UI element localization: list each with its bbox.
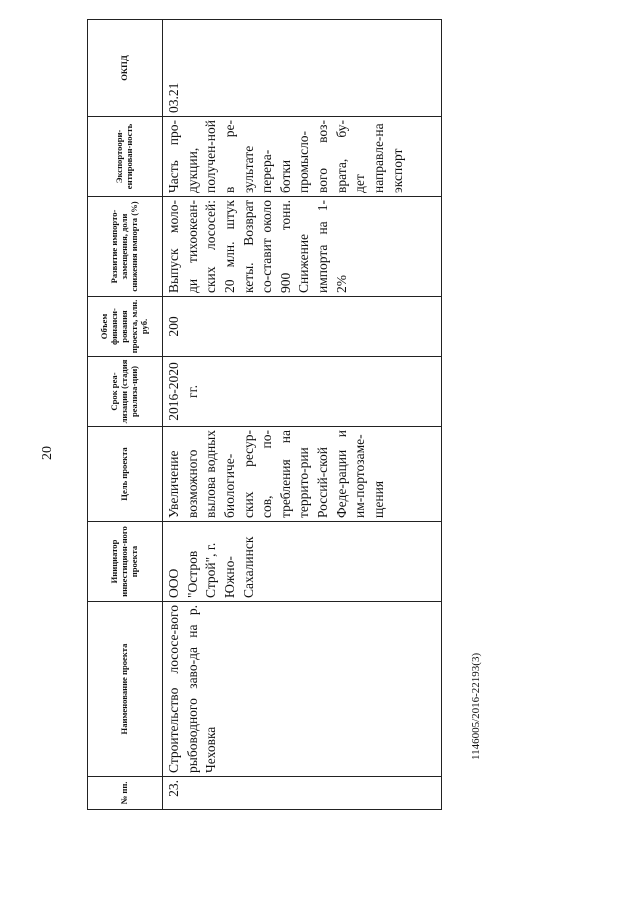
- document-code: 1146005/2016-22193(3): [470, 652, 482, 760]
- cell-term: 2016-2020 гг.: [163, 357, 442, 427]
- header-volume: Объем финанси-рования проекта, млн. руб.: [88, 297, 163, 357]
- cell-initiator: ООО "Остров Строй", г. Южно-Сахалинск: [163, 522, 442, 602]
- header-name: Наименование проекта: [88, 602, 163, 777]
- investment-projects-table: [87, 19, 442, 810]
- cell-goal: Увеличение возможного вылова водных биологиче-ских ресур-сов, по-требления на террито-рии Россий-ской Феде-рации и им-портозаме-щения: [163, 427, 442, 522]
- page-number: 20: [40, 446, 55, 460]
- cell-volume: 200: [163, 297, 442, 357]
- cell-name: Строительство лососе-вого рыбоводного заво-да на р. Чеховка: [163, 602, 442, 777]
- header-okpd: ОКПД: [88, 20, 163, 117]
- header-export: Экспортоори-ентирован-ность: [88, 117, 163, 197]
- table-header-row: [88, 20, 163, 810]
- header-import: Развитие импорто-замещения, доли снижения импорта (%): [88, 197, 163, 297]
- cell-num: 23.: [163, 777, 442, 810]
- header-goal: Цель проекта: [88, 427, 163, 522]
- header-term: Срок реа-лизации (стадия реализа-ции): [88, 357, 163, 427]
- header-initiator: Инициатор инвестицион-ного проекта: [88, 522, 163, 602]
- rotated-table-container: [87, 20, 442, 810]
- table-row: [163, 20, 442, 810]
- cell-export: Часть про-дукции, получен-ной в ре-зультате перера-ботки промысло-вого воз-врата, бу-дет направле-на экспорт: [163, 117, 442, 197]
- cell-import: Выпуск моло-ди тихоокеан-ских лососей: 20 млн. штук кеты. Возврат со-ставит около 900 тонн. Снижение импорта на 1-2%: [163, 197, 442, 297]
- header-num: № пп.: [88, 777, 163, 810]
- cell-okpd: 03.21: [163, 20, 442, 117]
